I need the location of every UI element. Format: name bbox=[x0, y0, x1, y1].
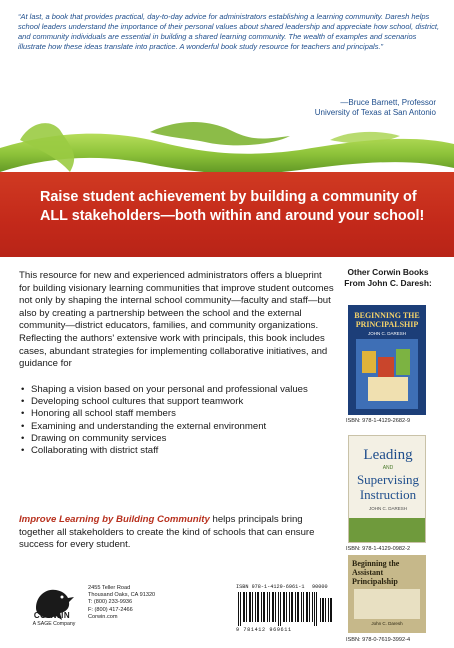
headline-text: Raise student achievement by building a community of ALL stakeholders—both within and around your school! bbox=[40, 189, 425, 224]
book3-title: Beginning the Assistant Principalship bbox=[352, 559, 400, 586]
closing-book-title: Improve Learning by Building Community bbox=[19, 514, 210, 525]
address-line: T: (800) 233-9936 bbox=[88, 599, 133, 606]
book3-author: John C. Daresh bbox=[371, 621, 403, 626]
book1-author: JOHN C. DARESH bbox=[367, 331, 406, 336]
list-item: • Drawing on community services bbox=[21, 433, 321, 445]
corwin-raven-logo-icon bbox=[22, 578, 82, 638]
book-cover-assistant-principalship bbox=[348, 555, 426, 633]
book-cover-leading-supervising bbox=[348, 435, 426, 543]
list-item: • Collaborating with district staff bbox=[21, 445, 321, 457]
headline-banner bbox=[0, 172, 454, 257]
book2-title-b: AND bbox=[382, 465, 394, 471]
book2-author: JOHN C. DARESH bbox=[368, 506, 407, 511]
barcode-price-code: 90000 bbox=[312, 584, 328, 590]
book2-title-d: Instruction bbox=[359, 487, 417, 502]
publisher-name: CORWIN bbox=[33, 611, 71, 620]
barcode-number: 9 781412 969611 bbox=[236, 627, 292, 633]
description-intro: This resource for new and experienced administrators offers a blueprint for building visionary learning communities that improve student outcomes not only by shaping the internal school community—faculty and staff—but also by creating a partnership between the school and the external community—district educators, families, and community organizations. Reflecting the authors' extensive work with principals, this book includes cases, abundant strategies for implementing collaborative initiatives, and guidance for bbox=[19, 270, 334, 370]
quote-affiliation: University of Texas at San Antonio bbox=[314, 108, 436, 117]
other-books-heading: Other Corwin Books From John C. Daresh: bbox=[344, 267, 432, 288]
list-item: • Examining and understanding the external environment bbox=[21, 421, 321, 433]
book2-title-c: Supervising bbox=[356, 472, 420, 487]
book-cover-beginning-principalship bbox=[348, 305, 426, 415]
benefits-list bbox=[21, 384, 321, 457]
list-item: • Honoring all school staff members bbox=[21, 408, 321, 420]
book2-isbn: ISBN: 978-1-4129-0982-2 bbox=[346, 546, 411, 552]
book2-title-a: Leading bbox=[363, 447, 413, 463]
book1-title: BEGINNING THE PRINCIPALSHIP bbox=[354, 311, 420, 329]
list-item: • Developing school cultures that support teamwork bbox=[21, 396, 321, 408]
publisher-tagline: A SAGE Company bbox=[32, 621, 76, 627]
book1-isbn: ISBN: 978-1-4129-2682-9 bbox=[346, 418, 411, 424]
closing-paragraph bbox=[19, 514, 319, 552]
list-item: • Shaping a vision based on your personal and professional values bbox=[21, 384, 321, 396]
endorsement-quote: “At last, a book that provides practical, day-to-day advice for administrators establishing a learning community. Daresh helps school leaders understand the importance of their personal values about shared leadership and appreciate how school, district, and community individuals are essential in building a shared learning community. The wealth of examples and scenarios illustrate how these ideas translate into practice. A wonderful book study resource for teachers and principals.” bbox=[18, 12, 440, 51]
book3-isbn: ISBN: 978-0-7619-3992-4 bbox=[346, 637, 411, 643]
address-line: Corwin.com bbox=[88, 613, 118, 620]
book3-cover-panel bbox=[354, 589, 420, 619]
address-line: F: (800) 417-2466 bbox=[88, 606, 133, 613]
publisher-address bbox=[88, 585, 198, 621]
closing-text: helps principals bring together all stakeholders to create the kind of schools that can ensure success for every student. bbox=[19, 514, 315, 551]
quote-author: —Bruce Barnett, Professor bbox=[340, 98, 436, 107]
address-line: Thousand Oaks, CA 91320 bbox=[88, 592, 156, 599]
address-line: 2455 Teller Road bbox=[88, 585, 131, 591]
book2-cover-band bbox=[349, 518, 426, 543]
barcode-bars bbox=[236, 592, 334, 626]
barcode-isbn: ISBN 978-1-4129-6961-1 bbox=[236, 584, 305, 590]
